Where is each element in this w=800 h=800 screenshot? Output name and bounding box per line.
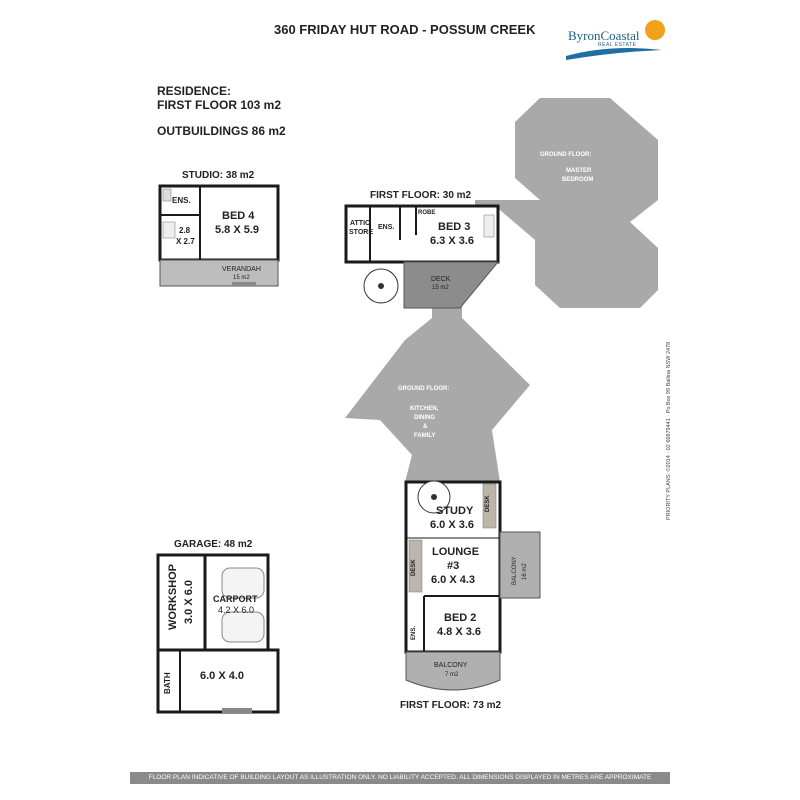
carport-dimensions: 4.2 X 6.0 — [218, 605, 255, 615]
master-line-2: MASTER — [566, 168, 592, 174]
study-dimensions: 6.0 X 3.6 — [430, 519, 475, 531]
bed3-dimensions: 6.3 X 3.6 — [430, 235, 475, 247]
balcony-right-area: 16 m2 — [522, 563, 528, 580]
studio-ensuite-label: ENS. — [172, 196, 191, 205]
bed4-name: BED 4 — [222, 210, 255, 222]
kitchen-line-3: DINING — [414, 415, 435, 421]
side-credit: PRIORITY PLANS: ©2014 · 02 66879441 · Po Box 99 Ballina NSW 2478 — [666, 341, 672, 520]
ground-master-bedroom-area — [475, 98, 658, 308]
studio-title: STUDIO: 38 m2 — [182, 170, 255, 181]
outbuildings-area: OUTBUILDINGS 86 m2 — [157, 124, 286, 138]
deck-label: DECK — [431, 276, 451, 283]
verandah-area: 15 m2 — [233, 275, 250, 281]
footer-disclaimer: FLOOR PLAN INDICATIVE OF BUILDING LAYOUT AS ILLUSTRATION ONLY. NO LIABILITY ACCEPTED. ALL DIMENSIONS DISPLAYED IN METRES ARE APPROXIMATE — [130, 772, 670, 784]
bed2-name: BED 2 — [444, 612, 477, 624]
workshop-label: WORKSHOP — [167, 564, 179, 630]
upper-ensuite-label: ENS. — [378, 224, 395, 231]
master-line-1: GROUND FLOOR: — [540, 152, 592, 158]
verandah-label: VERANDAH — [222, 266, 261, 273]
balcony-bottom-label: BALCONY — [434, 662, 468, 669]
residence-label: RESIDENCE: — [157, 84, 232, 98]
attic-label-2: STORE — [349, 229, 373, 236]
car-outline-2 — [222, 612, 264, 642]
desk-label-2: DESK — [411, 559, 417, 576]
first-floor-lower-title: FIRST FLOOR: 73 m2 — [400, 700, 502, 711]
master-line-3: BEDROOM — [562, 177, 594, 183]
bed3-name: BED 3 — [438, 221, 471, 233]
desk-label-1: DESK — [485, 495, 491, 512]
first-floor-area: FIRST FLOOR 103 m2 — [157, 98, 282, 112]
carport-label: CARPORT — [213, 594, 258, 604]
deck-area — [404, 262, 498, 308]
logo-wave-icon — [566, 48, 662, 60]
lounge-name: LOUNGE — [432, 546, 480, 558]
ground-kitchen-area — [345, 318, 530, 482]
balcony-bottom — [406, 652, 500, 690]
brand-name: ByronCoastal — [568, 28, 640, 43]
study-name: STUDY — [436, 505, 474, 517]
lower-ensuite-label: ENS. — [411, 625, 417, 640]
kitchen-line-2: KITCHEN, — [410, 406, 439, 412]
garage-title: GARAGE: 48 m2 — [174, 539, 253, 550]
logo-sun-icon — [645, 20, 665, 40]
page-title: 360 FRIDAY HUT ROAD - POSSUM CREEK — [274, 22, 536, 37]
lounge-number: #3 — [447, 560, 460, 572]
deck-area-label: 15 m2 — [432, 285, 449, 291]
balcony-right-label: BALCONY — [512, 556, 518, 585]
robe-label: ROBE — [418, 210, 436, 216]
attic-label-1: ATTIC — [350, 220, 371, 227]
lounge-dimensions: 6.0 X 4.3 — [431, 574, 476, 586]
studio-small-room-1: 2.8 — [179, 226, 191, 235]
bed4-dimensions: 5.8 X 5.9 — [215, 224, 260, 236]
bed2-dimensions: 4.8 X 3.6 — [437, 626, 482, 638]
kitchen-line-5: FAMILY — [414, 433, 436, 439]
workshop-dimensions: 3.0 X 6.0 — [183, 579, 195, 624]
brand-tagline: REAL ESTATE — [598, 42, 637, 48]
garage-room-dimensions: 6.0 X 4.0 — [200, 670, 245, 682]
kitchen-line-4: & — [423, 424, 428, 430]
kitchen-line-1: GROUND FLOOR: — [398, 386, 450, 392]
bath-label: BATH — [163, 672, 172, 694]
balcony-right — [500, 532, 540, 598]
studio-small-room-2: X 2.7 — [176, 237, 195, 246]
first-floor-upper-title: FIRST FLOOR: 30 m2 — [370, 190, 472, 201]
balcony-bottom-area: 7 m2 — [445, 672, 459, 678]
